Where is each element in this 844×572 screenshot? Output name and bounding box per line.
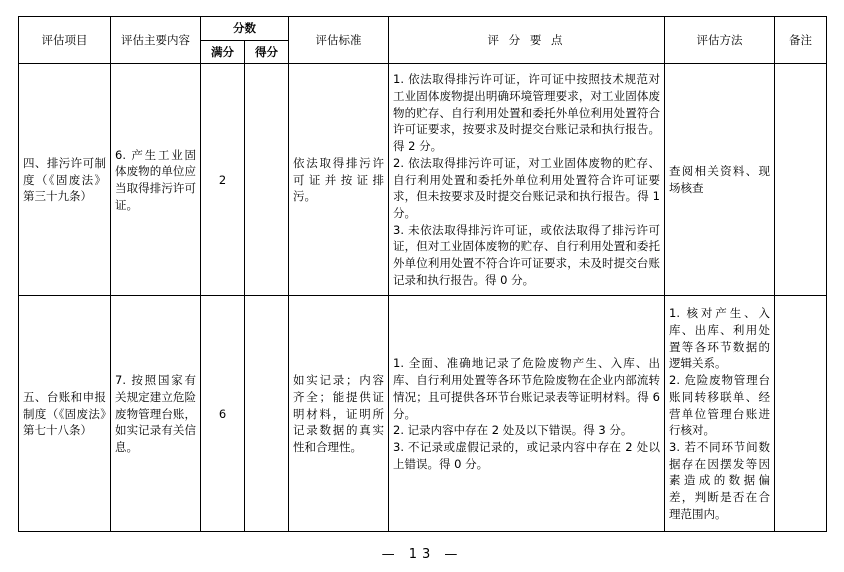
row-remark (775, 296, 827, 532)
header-remark: 备注 (775, 17, 827, 64)
row-score-full: 2 (201, 64, 245, 296)
table-row (19, 296, 827, 532)
header-item: 评估项目 (19, 17, 111, 64)
row-method-line: 3. 若不同环节间数据存在因摆发等因素造成的数据偏差，判断是否在合理范围内。 (669, 439, 770, 521)
row-content: 7. 按照国家有关规定建立危险废物管理台账，如实记录有关信息。 (111, 296, 201, 532)
row-points (389, 64, 665, 296)
row-score-full: 6 (201, 296, 245, 532)
table-header (19, 17, 827, 64)
row-remark (775, 64, 827, 296)
row-points-line: 2. 记录内容中存在 2 处及以下错误。得 3 分。 (393, 423, 633, 438)
row-standard: 依法取得排污许可证并按证排污。 (289, 64, 389, 296)
header-score-group: 分数 (201, 17, 289, 41)
table-body (19, 64, 827, 532)
row-points-line: 3. 未依法取得排污许可证，或依法取得了排污许可证，但对工业固体废物的贮存、自行利用处置和委托外单位利用处置不符合许可证要求，未及时提交台账记录和执行报告。得 0 分。 (393, 222, 660, 287)
table-header-row-1 (19, 17, 827, 41)
header-standard: 评估标准 (289, 17, 389, 64)
row-points-line: 1. 依法取得排污许可证，许可证中按照技术规范对工业固体废物提出明确环境管理要求，对工业固体废物的贮存、自行利用处置和委托外单位利用处置符合许可证要求，按要求及时提交台账记录和执行报告。得 2 分。 (393, 72, 660, 154)
row-points (389, 296, 665, 532)
header-points: 评 分 要 点 (389, 17, 665, 64)
row-points-line: 1. 全面、准确地记录了危险废物产生、入库、出库、自行利用处置等各环节危险废物在企业内部流转情况；且可提供各环节台账记录表等证明材料。得 6 分。 (393, 356, 660, 421)
row-method: 查阅相关资料、现场核查 (665, 64, 775, 296)
header-content: 评估主要内容 (111, 17, 201, 64)
header-score-full: 满分 (201, 40, 245, 64)
row-content: 6. 产生工业固体废物的单位应当取得排污许可证。 (111, 64, 201, 296)
row-points-line: 3. 不记录或虚假记录的，或记录内容中存在 2 处以上错误。得 0 分。 (393, 439, 660, 471)
row-score-got (245, 296, 289, 532)
row-standard: 如实记录；内容齐全；能提供证明材料，证明所记录数据的真实性和合理性。 (289, 296, 389, 532)
row-points-line: 2. 依法取得排污许可证，对工业固体废物的贮存、自行利用处置和委托外单位利用处置符合许可证要求，但未按要求及时提交台账记录和执行报告。得 1 分。 (393, 155, 660, 220)
row-method-line: 2. 危险废物管理台账同转移联单、经营单位管理台账进行核对。 (669, 373, 770, 438)
row-item: 五、台账和申报制度（《固废法》第七十八条） (19, 296, 111, 532)
row-method (665, 296, 775, 532)
row-item: 四、排污许可制度（《固废法》第三十九条） (19, 64, 111, 296)
header-method: 评估方法 (665, 17, 775, 64)
header-score-got: 得分 (245, 40, 289, 64)
row-score-got (245, 64, 289, 296)
page-number: — 13 — (381, 547, 463, 562)
row-method-line: 1. 核对产生、入库、出库、利用处置等各环节数据的逻辑关系。 (669, 306, 770, 371)
table-row (19, 64, 827, 296)
evaluation-table (18, 16, 827, 532)
